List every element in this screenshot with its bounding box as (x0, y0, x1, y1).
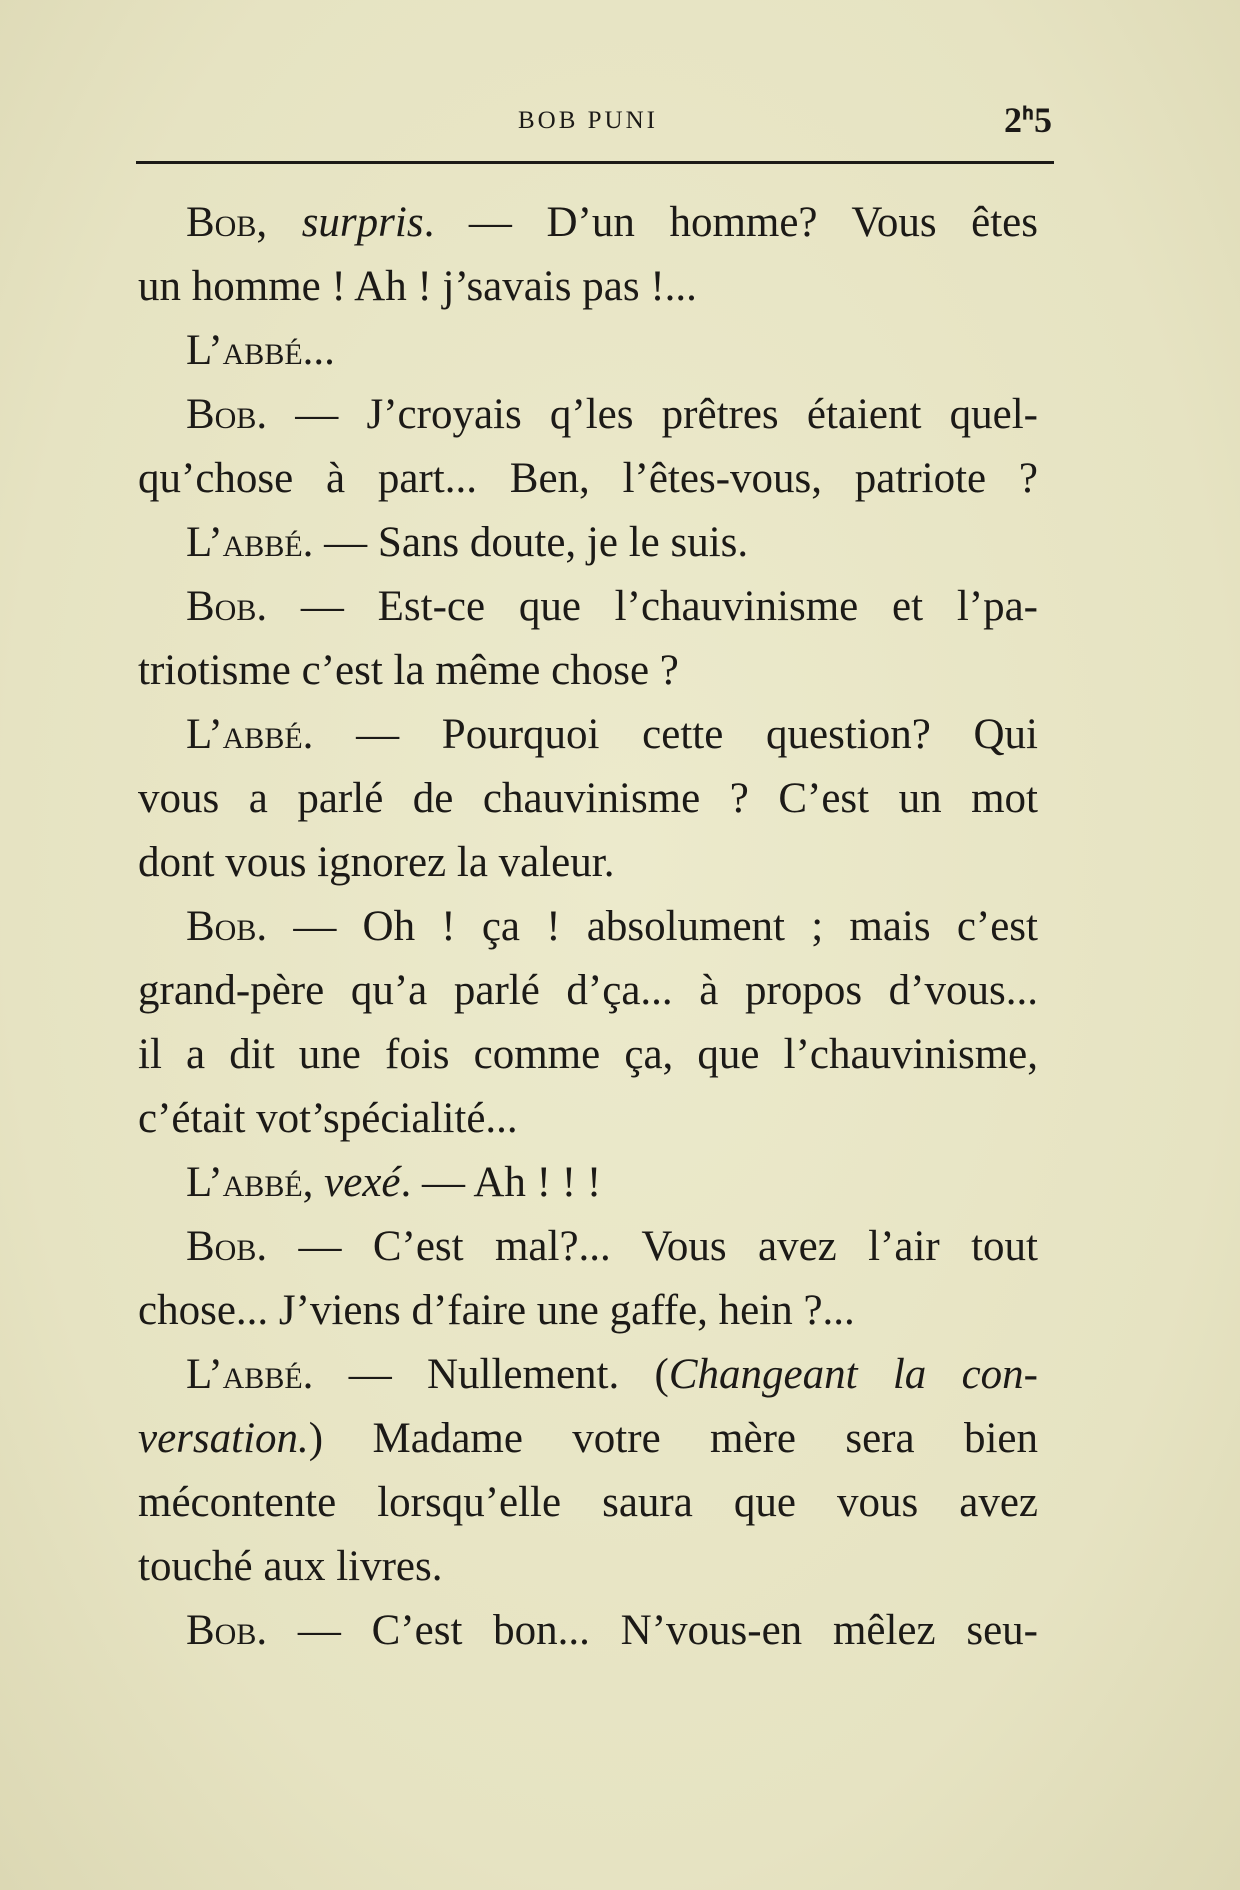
speaker-name: L’abbé (186, 711, 303, 758)
book-page (138, 95, 1052, 1663)
text-line (138, 1215, 1038, 1279)
line-text: . — Oh ! ça ! absolument ; mais c’est (256, 903, 1038, 950)
line-text: un homme ! Ah ! j’savais pas !... (138, 263, 697, 310)
text-line (138, 1151, 1038, 1215)
line-text: . — Est-ce que l’chauvinisme et l’pa- (256, 583, 1038, 630)
text-line (138, 639, 1038, 703)
line-text: mécontente lorsqu’elle saura que vous avez (138, 1479, 1038, 1526)
speaker-name: Bob (186, 391, 257, 438)
text-line (138, 1087, 1038, 1151)
line-text: dont vous ignorez la valeur. (138, 839, 615, 886)
speaker-name: Bob (186, 903, 257, 950)
text-line (138, 1023, 1038, 1087)
line-text: . — Nullement. ( (302, 1351, 669, 1398)
line-text: . — C’est mal?... Vous avez l’air tout (256, 1223, 1038, 1270)
text-line (138, 831, 1038, 895)
text-line (138, 447, 1038, 511)
text-line (138, 319, 1038, 383)
speaker-name: Bob (186, 583, 257, 630)
text-line (138, 895, 1038, 959)
speaker-name: L’abbé (186, 1159, 303, 1206)
text-line (138, 1343, 1038, 1407)
stage-direction: surpris (301, 199, 424, 246)
stage-direction: Changeant la con- (668, 1351, 1038, 1398)
line-text: qu’chose à part... Ben, l’êtes-vous, patriote ? (138, 455, 1038, 502)
running-head (138, 95, 1052, 155)
line-text: . — C’est bon... N’vous-en mêlez seu- (256, 1607, 1038, 1654)
text-line (138, 767, 1038, 831)
text-line (138, 1599, 1038, 1663)
line-text: triotisme c’est la même chose ? (138, 647, 679, 694)
page-number: 2ᑋ5 (1004, 100, 1052, 140)
speaker-name: Bob (186, 199, 257, 246)
header-rule (136, 161, 1054, 164)
text-line (138, 1279, 1038, 1343)
line-text: grand-père qu’a parlé d’ça... à propos d’vous... (138, 967, 1038, 1014)
running-title: BOB PUNI (518, 107, 658, 134)
line-text: . — Sans doute, je le suis. (302, 519, 749, 566)
line-text: c’était vot’spécialité... (138, 1095, 518, 1142)
text-line (138, 1535, 1038, 1599)
line-text: chose... J’viens d’faire une gaffe, hein ?... (138, 1287, 855, 1334)
text-line (138, 703, 1038, 767)
line-text: il a dit une fois comme ça, que l’chauvinisme, (138, 1031, 1038, 1078)
line-text: . — D’un homme? Vous êtes (423, 199, 1039, 246)
speaker-name: L’abbé (186, 1351, 303, 1398)
speaker-name: L’abbé (186, 519, 303, 566)
text-line (138, 575, 1038, 639)
speaker-name: Bob (186, 1607, 257, 1654)
line-text: . — Ah ! ! ! (400, 1159, 602, 1206)
stage-direction: versation. (138, 1415, 309, 1462)
text-line (138, 255, 1038, 319)
text-line (138, 1407, 1038, 1471)
speaker-name: L’abbé (186, 327, 303, 374)
text-line (138, 959, 1038, 1023)
text-line (138, 511, 1038, 575)
line-text: , (302, 1159, 325, 1206)
line-text: vous a parlé de chauvinisme ? C’est un mot (138, 775, 1038, 822)
line-text: . — Pourquoi cette question? Qui (302, 711, 1038, 758)
line-text: touché aux livres. (138, 1543, 443, 1590)
text-line (138, 1471, 1038, 1535)
line-text: ) Madame votre mère sera bien (308, 1415, 1038, 1462)
line-text: ... (302, 327, 335, 374)
text-line (138, 383, 1038, 447)
speaker-name: Bob (186, 1223, 257, 1270)
body-text (138, 191, 1038, 1663)
line-text: . — J’croyais q’les prêtres étaient quel- (256, 391, 1038, 438)
stage-direction: vexé (324, 1159, 401, 1206)
text-line (138, 191, 1038, 255)
line-text: , (256, 199, 302, 246)
